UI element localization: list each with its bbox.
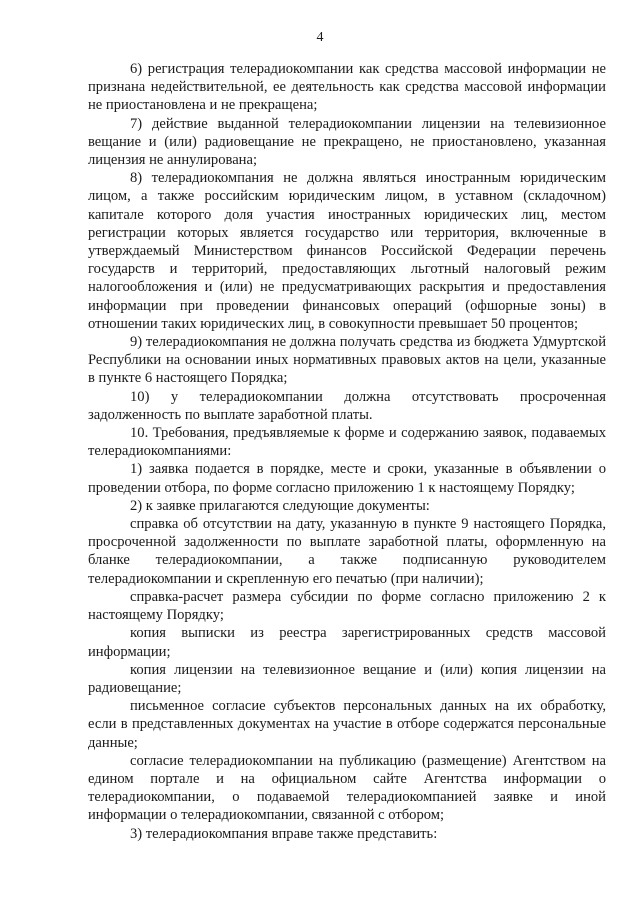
- document-list-item-salary-certificate: справка об отсутствии на дату, указанную в пункте 9 настоящего Порядка, просроченной задолженности по выплате заработной платы, оформленную на бланке телерадиокомпании, а также подписанную руководителем телерадиокомпании и скрепленную его печатью (при наличии);: [88, 516, 606, 587]
- document-list-item-license-copy: копия лицензии на телевизионное вещание и (или) копия лицензии на радиовещание;: [88, 661, 606, 696]
- paragraph-item-8: 8) телерадиокомпания не должна являться иностранным юридическим лицом, а также российским юридическим лицом, в уставном (складочном) капитале которого доля участия иностранных юридических лиц, местом регистрации которых является государство или территория, включенные в утверждаемый Министерством финансов Российской Федерации перечень государств и территорий, предоставляющих льготный налоговый режим налогообложения и (или) не предусматривающих раскрытия и предоставления информации при проведении финансовых операций (офшорные зоны) в отношении таких юридических лиц, в совокупности превышает 50 процентов;: [88, 170, 606, 332]
- paragraph-item-9: 9) телерадиокомпания не должна получать средства из бюджета Удмуртской Республики на основании иных нормативных правовых актов на цели, указанные в пункте 6 настоящего Порядка;: [88, 334, 606, 387]
- page-number: 4: [316, 30, 324, 45]
- paragraph-item-10: 10) у телерадиокомпании должна отсутствовать просроченная задолженность по выплате заработной платы.: [88, 388, 606, 423]
- paragraph-item-7: 7) действие выданной телерадиокомпании лицензии на телевизионное вещание и (или) радиовещание не прекращено, не приостановлено, указанная лицензия не аннулирована;: [88, 115, 606, 169]
- paragraph-subitem-3: 3) телерадиокомпания вправе также представить:: [130, 825, 438, 842]
- document-body: [88, 60, 606, 843]
- paragraph-item-6: 6) регистрация телерадиокомпании как средства массовой информации не признана недействительной, ее деятельность как средства массовой информации не приостановлена и не прекращена;: [88, 61, 606, 114]
- document-list-item-personal-data-consent: письменное согласие субъектов персональных данных на их обработку, если в представленных документах на участие в отборе содержатся персональные данные;: [88, 698, 606, 751]
- section-10-heading: 10. Требования, предъявляемые к форме и содержанию заявок, подаваемых телерадиокомпаниями:: [88, 425, 606, 460]
- document-list-item-subsidy-calculation: справка-расчет размера субсидии по форме согласно приложению 2 к настоящему Порядку;: [88, 588, 606, 624]
- document-list-item-registry-extract: копия выписки из реестра зарегистрированных средств массовой информации;: [88, 625, 606, 660]
- paragraph-subitem-2: 2) к заявке прилагаются следующие документы:: [130, 497, 430, 514]
- paragraph-subitem-1: 1) заявка подается в порядке, месте и сроки, указанные в объявлении о проведении отбора, по форме согласно приложению 1 к настоящему Порядку;: [88, 461, 606, 496]
- document-list-item-publication-consent: согласие телерадиокомпании на публикацию (размещение) Агентством на едином портале и на официальном сайте Агентства информации о телерадиокомпании, о подаваемой телерадиокомпанией заявке и иной информации о телерадиокомпании, связанной с отбором;: [88, 752, 606, 824]
